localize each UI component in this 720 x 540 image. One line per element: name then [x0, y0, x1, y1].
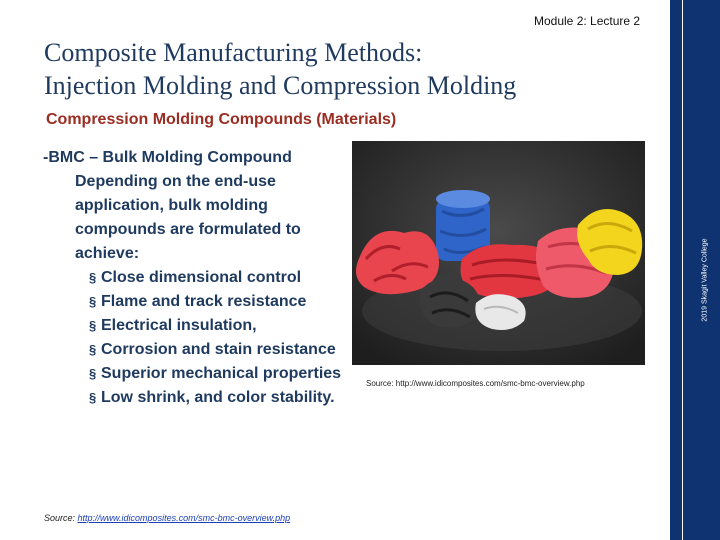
- black-pile: [419, 278, 479, 328]
- title-line-1: Composite Manufacturing Methods:: [44, 38, 423, 67]
- list-item: [89, 338, 343, 362]
- bmc-samples-photo: [352, 141, 645, 365]
- copyright-vertical-text: 2019 Skagit Valley College: [701, 238, 709, 322]
- bullet-icon: §: [89, 270, 97, 285]
- list-item: [89, 290, 343, 314]
- content-body: [43, 146, 343, 410]
- right-sidebar-band: [670, 0, 720, 540]
- list-item-text: Electrical insulation,: [101, 317, 257, 334]
- bullet-icon: §: [89, 366, 97, 381]
- slide-title: [44, 36, 644, 102]
- list-item: [89, 314, 343, 338]
- bmc-samples-illustration: [352, 141, 645, 365]
- footer-source-link[interactable]: http://www.idicomposites.com/smc-bmc-overview.php: [77, 513, 291, 523]
- bullet-icon: §: [89, 342, 97, 357]
- white-pile: [475, 294, 525, 330]
- list-item-text: Flame and track resistance: [101, 293, 307, 310]
- list-item-text: Close dimensional control: [101, 269, 302, 286]
- list-item-text: Low shrink, and color stability.: [101, 389, 335, 406]
- bullet-icon: §: [89, 294, 97, 309]
- list-item-text: Superior mechanical properties: [101, 365, 342, 382]
- image-source-caption: Source: http://www.idicomposites.com/smc-bmc-overview.php: [366, 379, 585, 388]
- bmc-heading: -BMC – Bulk Molding Compound: [43, 149, 292, 166]
- sidebar-divider: [682, 0, 683, 540]
- footer-source: [44, 513, 290, 523]
- list-item-text: Corrosion and stain resistance: [101, 341, 336, 358]
- title-line-2: Injection Molding and Compression Molding: [44, 71, 517, 100]
- bmc-description: Depending on the end-use application, bulk molding compounds are formulated to achieve:: [75, 173, 301, 262]
- footer-source-prefix: Source:: [44, 513, 78, 523]
- module-label: Module 2: Lecture 2: [534, 14, 641, 28]
- property-list: [43, 266, 343, 410]
- list-item: [89, 386, 343, 410]
- list-item: [89, 362, 343, 386]
- list-item: [89, 266, 343, 290]
- bullet-icon: §: [89, 390, 97, 405]
- bullet-icon: §: [89, 318, 97, 333]
- section-subtitle: Compression Molding Compounds (Materials): [46, 111, 397, 128]
